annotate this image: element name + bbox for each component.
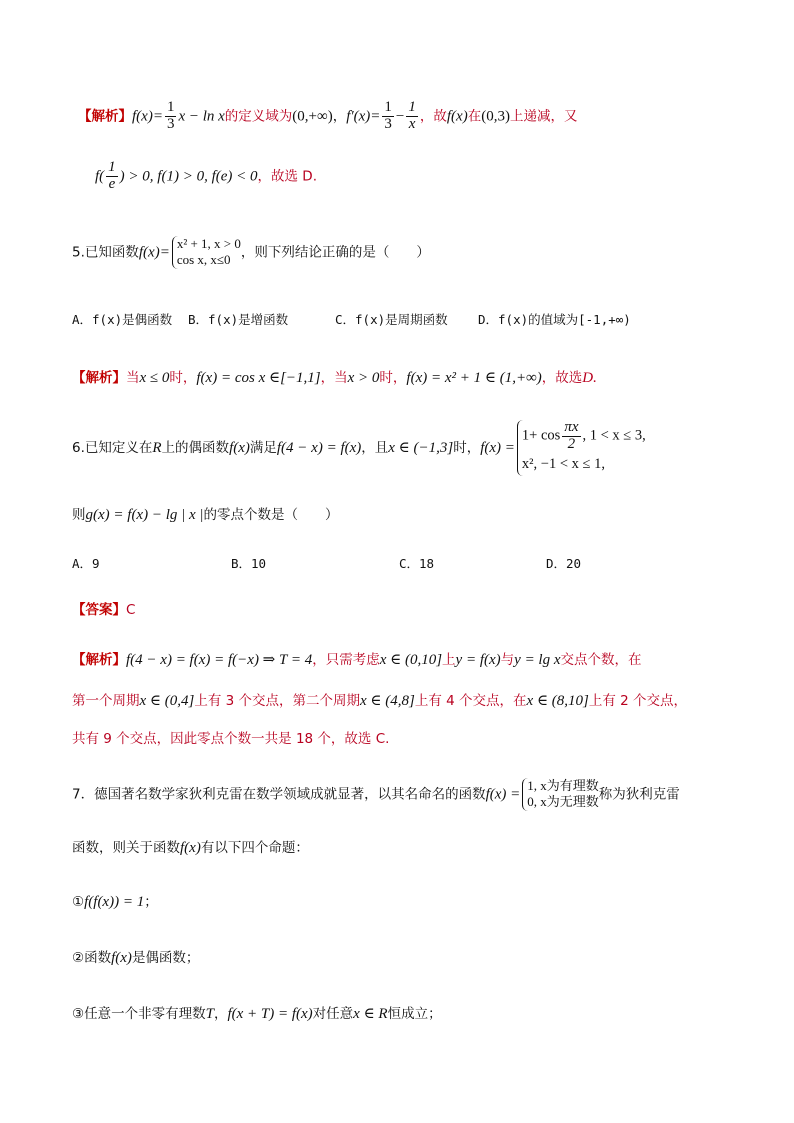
analysis-label: 【解析】 [72, 370, 126, 386]
a5-t5: ，故选 [541, 370, 583, 386]
analysis-q6-line2 [72, 689, 687, 710]
a5-m3: x > 0 [347, 370, 380, 386]
derivative: f′(x)= [346, 108, 381, 125]
a6-l2-m3: x ∈ (8,10] [526, 693, 589, 709]
analysis-q5 [72, 366, 597, 387]
q5-suffix: ，则下列结论正确的是（ ） [240, 244, 430, 261]
a5-m4: f(x) = x² + 1 ∈ (1,+∞) [406, 370, 542, 386]
q6-t4: ，且 [361, 439, 389, 456]
q6-m1: R [152, 439, 162, 456]
a6-l2-m2: x ∈ (4,8] [360, 693, 415, 709]
q7-piecewise [522, 778, 599, 811]
q5-option-d[interactable]: D．f(x)的值域为[-1,+∞) [478, 312, 631, 327]
q6-line2-t2: 的零点个数是（ ） [203, 507, 339, 523]
deriv-frac-1: $\frac{1}{3}$ [384, 99, 392, 132]
analysis-label: 【解析】 [78, 108, 132, 125]
analysis-q6-line3: 共有 9 个交点，因此零点个数一共是 18 个，故选 C. [72, 731, 390, 747]
domain-interval: (0,+∞) [292, 108, 333, 125]
deriv-frac-2: $\frac{1}{x}$ [408, 99, 416, 132]
a5-m1: x ≤ 0 [139, 370, 170, 386]
q7-t2: 称为狄利克雷 [598, 786, 680, 803]
p3-m1: T [205, 1006, 214, 1022]
p1-num: ① [72, 894, 85, 910]
function-def: f(x)= [132, 108, 163, 125]
a6-l2-t1: 第一个周期 [72, 693, 140, 709]
interval-0-3: (0,3) [481, 108, 510, 125]
p2-m: f(x) [111, 950, 132, 966]
p3-t3: 恒成立； [387, 1006, 442, 1022]
inequalities: ) > 0, f(1) > 0, f(e) < 0 [119, 168, 258, 185]
proposition-3 [72, 1002, 442, 1023]
analysis-q4-line2 [95, 160, 317, 193]
q7-l2-t1: 函数，则关于函数 [72, 840, 180, 856]
a6-m1: f(4 − x) = f(x) = f(−x) ⇒ T = 4 [126, 652, 313, 668]
a5-t2: 时， [169, 370, 197, 386]
p3-t1: ， [213, 1006, 228, 1022]
f-open: f( [95, 168, 105, 185]
fraction-one-third: $\frac{1}{3}$ [166, 99, 175, 132]
q5-case1: x² + 1, x > 0 [176, 236, 241, 251]
q5-piecewise [172, 236, 241, 269]
q6-t1: 6.已知定义在 [72, 439, 153, 456]
a6-m2: x ∈ (0,10] [379, 652, 443, 668]
q6-t2: 上的偶函数 [161, 439, 230, 456]
q7-t1: 7．德国著名数学家狄利克雷在数学领域成就显著，以其名命名的函数 [72, 786, 486, 803]
q5-case2: cos x, x≤0 [176, 252, 231, 268]
q6-m3: f(4 − x) = f(x) [276, 439, 362, 456]
text-choose-d: ，故选 D. [257, 168, 317, 185]
q6-option-a[interactable]: A．9 [72, 556, 100, 571]
q6-m5: f(x) = [480, 439, 515, 456]
q5-option-c[interactable]: C．f(x)是周期函数 [335, 312, 448, 327]
fx-symbol: f(x) [446, 108, 468, 125]
question-6 [72, 420, 646, 476]
a5-t4: 时， [379, 370, 407, 386]
text-decreasing: 上递减，又 [509, 108, 578, 125]
a6-l2-t2: 上有 3 个交点，第二个周期 [194, 693, 361, 709]
q5-option-a[interactable]: A．f(x)是偶函数 [72, 312, 173, 327]
q6-piecewise [517, 420, 646, 476]
a6-t1: ，只需考虑 [312, 652, 380, 668]
a6-m4: y = lg x [514, 652, 561, 668]
p1-t: ； [144, 894, 158, 910]
p2-num: ②函数 [72, 950, 112, 966]
answer-value: C [126, 602, 136, 618]
a6-l2-t3: 上有 4 个交点，在 [414, 693, 527, 709]
minus-sign: − [395, 108, 405, 125]
p1-m: f(f(x)) = 1 [84, 894, 145, 910]
answer-label: 【答案】 [72, 602, 126, 618]
q7-l2-t2: 有以下四个命题： [200, 840, 309, 856]
p2-t: 是偶函数； [131, 950, 200, 966]
answer-q6 [72, 598, 135, 618]
q6-case2: x², −1 < x ≤ 1, [521, 455, 605, 472]
analysis-label: 【解析】 [72, 652, 126, 668]
q6-g-def: g(x) = f(x) − lg | x | [85, 507, 204, 523]
question-7 [72, 778, 680, 811]
a5-m5: D. [582, 370, 597, 386]
analysis-q6-line1 [72, 648, 642, 669]
a6-l2-m1: x ∈ (0,4] [139, 693, 195, 709]
proposition-1 [72, 890, 158, 911]
function-expr: x − ln x [178, 108, 225, 125]
proposition-2 [72, 946, 199, 967]
question-5 [72, 236, 430, 269]
a6-t2: 上 [442, 652, 456, 668]
q7-l2-m: f(x) [180, 840, 201, 856]
p3-num: ③任意一个非零有理数 [72, 1006, 206, 1022]
q7-m1: f(x) = [485, 786, 521, 803]
fraction-one-over-e: $\frac{1}{e}$ [108, 159, 116, 192]
text-domain: 的定义域为 [224, 108, 293, 125]
question-7-line2 [72, 836, 309, 857]
p3-m2: f(x + T) = f(x) [227, 1006, 313, 1022]
a5-t1: 当 [126, 370, 140, 386]
q6-line2-t1: 则 [72, 507, 86, 523]
q6-m2: f(x) [229, 439, 250, 456]
separator: ， [332, 108, 347, 125]
a6-l2-t4: 上有 2 个交点， [588, 693, 688, 709]
a5-m2: f(x) = cos x ∈[−1,1] [196, 370, 321, 386]
q6-option-d[interactable]: D．20 [546, 556, 582, 571]
p3-t2: 对任意 [312, 1006, 354, 1022]
text-on: 在 [467, 108, 482, 125]
q6-case1: 1+ cos $\frac{\pi x}{2}$ , 1 < x ≤ 3, [521, 419, 646, 452]
a5-t3: ，当 [320, 370, 348, 386]
q6-t5: 时， [453, 439, 481, 456]
q6-option-c[interactable]: C．18 [399, 556, 435, 571]
a6-t4: 交点个数，在 [560, 652, 642, 668]
question-6-line2 [72, 503, 339, 524]
q5-option-b[interactable]: B．f(x)是增函数 [188, 312, 289, 327]
q6-t3: 满足 [249, 439, 277, 456]
a6-m3: y = f(x) [455, 652, 501, 668]
q5-fx: f(x)= [138, 244, 170, 261]
analysis-q4-line1 [78, 100, 577, 133]
q6-option-b[interactable]: B．10 [231, 556, 267, 571]
q7-case2: 0, x为无理数 [527, 794, 599, 810]
q5-prefix: 5.已知函数 [72, 244, 139, 261]
q6-m4: x ∈ (−1,3] [388, 439, 454, 456]
text-therefore: ，故 [419, 108, 447, 125]
p3-m3: x ∈ R [353, 1006, 388, 1022]
q7-case1: 1, x为有理数 [527, 778, 599, 793]
a6-t3: 与 [500, 652, 515, 668]
